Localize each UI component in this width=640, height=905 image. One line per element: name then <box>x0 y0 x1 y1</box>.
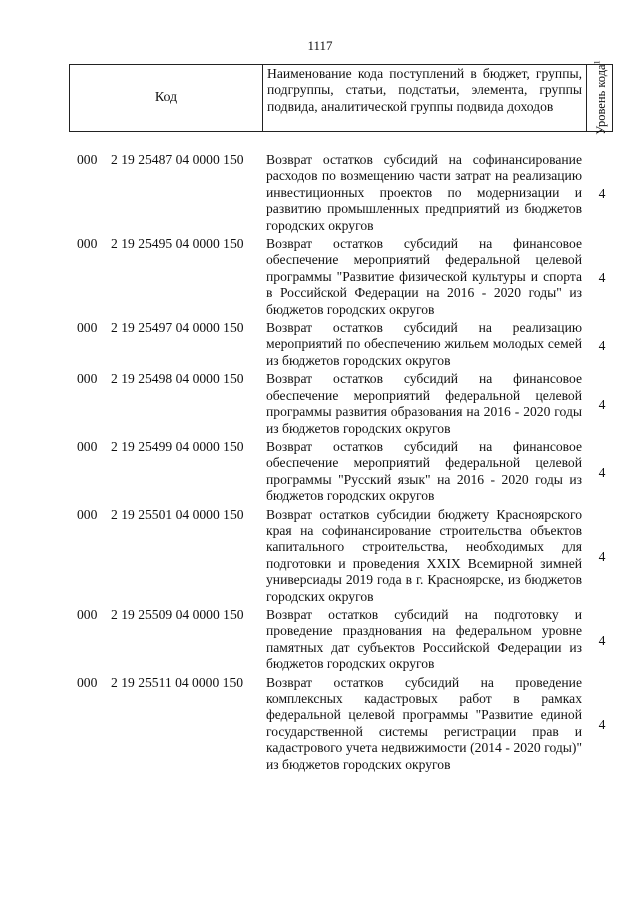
header-name-label: Наименование кода поступлений в бюджет, группы, подгруппы, статьи, подстатьи, элемента, группы подвида, аналитической группы подвида доходов <box>263 65 587 131</box>
row-description: Возврат остатков субсидий на реализацию мероприятий по обеспечению жильем молодых семей из бюджетов городских округов <box>266 320 582 368</box>
table-row <box>0 439 640 507</box>
header-code-label: Код <box>70 65 263 131</box>
header-level-label <box>592 61 607 135</box>
row-description: Возврат остатков субсидии бюджету Красноярского края на софинансирование строительства объектов капитального строительства, необходимых для подготовки и проведения XXIX Всемирной зимней универсиады 2019 года в г. Красноярске, из бюджетов городских округов <box>266 506 582 604</box>
row-prefix: 000 <box>77 320 98 336</box>
row-prefix: 000 <box>77 236 98 252</box>
table-row <box>0 152 640 236</box>
row-description: Возврат остатков субсидий на проведение комплексных кадастровых работ в рамках федеральной целевой программы "Развитие единой государственной системы регистрации прав и кадастрового учета недвижимости (2014 - 2020 годы)" из бюджетов городских округов <box>266 674 582 772</box>
row-code: 2 19 25511 04 0000 150 <box>111 674 244 690</box>
row-prefix: 000 <box>77 506 98 522</box>
page-number: 1117 <box>307 38 333 53</box>
row-description: Возврат остатков субсидий на финансовое обеспечение мероприятий федеральной целевой программы развития образования на 2016 - 2020 годы из бюджетов городских округов <box>266 371 582 436</box>
table-row <box>0 607 640 675</box>
row-prefix: 000 <box>77 438 98 454</box>
row-level: 4 <box>598 464 606 480</box>
row-code: 2 19 25495 04 0000 150 <box>111 236 244 252</box>
row-code: 2 19 25501 04 0000 150 <box>111 506 244 522</box>
header-level-cell <box>587 60 612 136</box>
header-level-footnote: 1 <box>592 60 602 65</box>
row-level: 4 <box>598 337 606 353</box>
row-description: Возврат остатков субсидий на софинансирование расходов по возмещению части затрат на реализацию инвестиционных проектов по модернизации и развитию промышленных предприятий из бюджетов городских округов <box>266 152 582 233</box>
row-prefix: 000 <box>77 371 98 387</box>
table-row <box>0 507 640 607</box>
row-level: 4 <box>598 632 606 648</box>
row-prefix: 000 <box>77 674 98 690</box>
row-level: 4 <box>598 397 606 413</box>
row-code: 2 19 25497 04 0000 150 <box>111 320 244 336</box>
row-code: 2 19 25498 04 0000 150 <box>111 371 244 387</box>
row-code: 2 19 25499 04 0000 150 <box>111 438 244 454</box>
row-description: Возврат остатков субсидий на финансовое обеспечение мероприятий федеральной целевой программы "Русский язык" на 2016 - 2020 годы из бюджетов городских округов <box>266 438 582 504</box>
row-level: 4 <box>598 548 606 564</box>
row-description: Возврат остатков субсидий на подготовку и проведение празднования на федеральном уровне памятных дат субъектов Российской Федерации из бюджетов городских округов <box>266 606 582 672</box>
table-row <box>0 236 640 320</box>
table-row <box>0 675 640 775</box>
row-prefix: 000 <box>77 152 98 167</box>
row-code: 2 19 25487 04 0000 150 <box>111 152 244 167</box>
row-level: 4 <box>598 270 606 286</box>
row-prefix: 000 <box>77 606 98 622</box>
table-row <box>0 320 640 371</box>
table-row <box>0 371 640 439</box>
row-level: 4 <box>598 186 606 202</box>
row-description: Возврат остатков субсидий на финансовое обеспечение мероприятий федеральной целевой программы "Развитие физической культуры и спорта в Российской Федерации на 2016 - 2020 годы" из бюджетов городских округов <box>266 236 582 317</box>
header-level-text: Уровень кода <box>594 64 609 136</box>
table-body <box>0 152 640 775</box>
row-code: 2 19 25509 04 0000 150 <box>111 606 244 622</box>
table-header <box>69 60 613 136</box>
row-level: 4 <box>598 716 606 732</box>
